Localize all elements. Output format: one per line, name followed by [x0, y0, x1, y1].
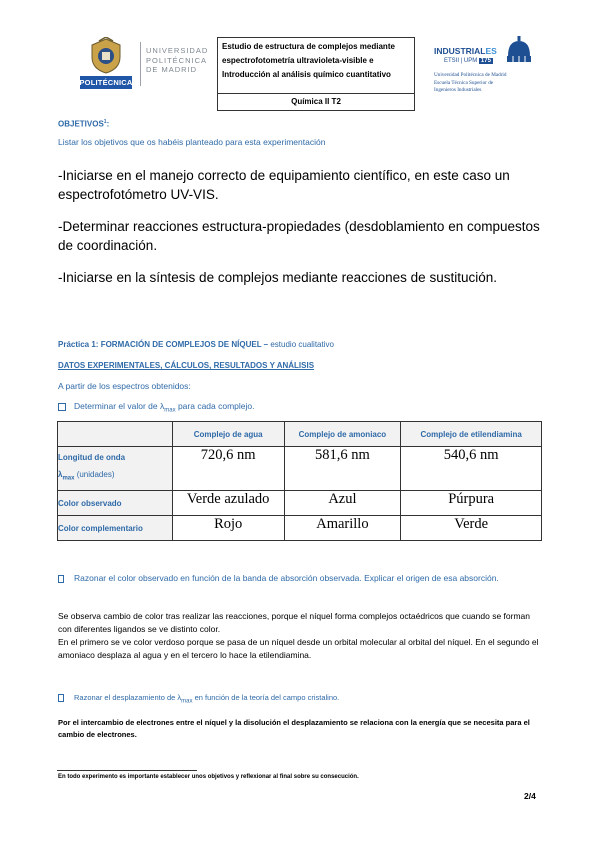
checkbox-icon	[58, 403, 66, 411]
crest-icon	[80, 36, 132, 76]
question-shift-b: en función de la teoría del campo cristalino.	[192, 693, 340, 702]
university-name	[146, 46, 208, 75]
table-cell: Verde azulado	[172, 491, 284, 516]
square-bullet-icon	[58, 694, 64, 702]
question-shift	[58, 693, 339, 705]
school-name-line: Universidad Politécnica de Madrid	[434, 72, 507, 78]
school-name-line: Escuela Técnica Superior de	[434, 79, 494, 86]
table-cell: 720,6 nm	[172, 447, 284, 491]
table-cell: Amarillo	[284, 516, 401, 541]
industriales-sub	[444, 58, 493, 64]
lambda-subscript: max	[164, 407, 176, 414]
table-header-row	[58, 422, 542, 447]
dome-icon	[506, 36, 532, 69]
title-line: Estudio de estructura de complejos mediante	[222, 42, 395, 51]
industriales-name-a: INDUSTRIAL	[434, 46, 486, 56]
practice-intro: A partir de los espectros obtenidos:	[58, 381, 191, 391]
industriales-name	[434, 46, 497, 56]
industriales-logo	[430, 38, 535, 98]
course-name: Química II T2	[217, 94, 415, 111]
lambda-question-a: Determinar el valor de	[74, 401, 160, 411]
school-name-line: Ingenieros Industriales	[434, 87, 482, 93]
objective-item: -Determinar reacciones estructura-propiedades (desdoblamiento en compuestos de coordinación.	[58, 219, 540, 253]
question-color-text: Razonar el color observado en función de la banda de absorción observada. Explicar el origen de esa absorción.	[74, 573, 499, 583]
row-label-wavelength-b: (unidades)	[74, 470, 115, 480]
table-cell: Púrpura	[401, 491, 542, 516]
question-shift-a: Razonar el desplazamiento de	[74, 693, 178, 702]
objectives-heading	[58, 119, 109, 129]
lambda-symbol: λ	[159, 401, 165, 411]
square-bullet-icon	[58, 575, 64, 583]
table-row	[58, 491, 542, 516]
logo-divider	[140, 42, 141, 86]
practice-title-bold: Práctica 1: FORMACIÓN DE COMPLEJOS DE NÍQUEL –	[58, 340, 269, 349]
page-number: 2/4	[524, 791, 536, 801]
answer-paragraph: Se observa cambio de color tras realizar las reacciones, porque el níquel forma complejos octaédricos que cuando se forman con diferentes ligandos se ve distinto color.	[58, 611, 530, 634]
table-cell: 540,6 nm	[401, 447, 542, 491]
footnote-ref: 1	[103, 119, 107, 125]
practice-title	[58, 340, 334, 349]
university-name-line: UNIVERSIDAD	[146, 46, 209, 55]
practice-subtitle: DATOS EXPERIMENTALES, CÁLCULOS, RESULTADOS Y ANÁLISIS	[58, 361, 315, 370]
column-header: Complejo de amoniaco	[284, 422, 401, 447]
answer-shift: Por el intercambio de electrones entre el níquel y la disolución el desplazamiento se relaciona con la energía que se necesita para el cambio de electrones.	[58, 718, 530, 739]
title-line: espectrofotometría ultravioleta-visible e	[222, 56, 374, 65]
row-label-lambda: λ	[58, 470, 63, 480]
row-label-wavelength-a: Longitud de onda	[58, 453, 126, 463]
brand-label: POLITÉCNICA	[79, 78, 133, 87]
title-line: Introducción al análisis químico cuantitativo	[222, 70, 391, 79]
question-color	[58, 572, 538, 584]
university-name-line: POLITÉCNICA	[146, 55, 208, 65]
results-table	[57, 421, 542, 541]
lambda-question-b: para cada complejo.	[175, 401, 255, 411]
lambda-symbol: λ	[177, 693, 182, 702]
table-row	[58, 447, 542, 491]
table-cell: Verde	[401, 516, 542, 541]
footnote-separator	[57, 770, 197, 771]
objectives-prompt: Listar los objetivos que os habéis planteado para esta experimentación	[58, 137, 326, 147]
column-header: Complejo de etilendiamina	[401, 422, 542, 447]
lambda-subscript: max	[181, 698, 193, 705]
document-title	[217, 37, 415, 94]
upm-logo	[80, 36, 220, 92]
objectives-label: OBJETIVOS	[58, 119, 104, 129]
university-name-line: DE MADRID	[146, 65, 198, 74]
answer-paragraph: En el primero se ve color verdoso porque se pasa de un níquel desde un orbital molecular al orbital del níquel. En el segundo el amoniaco desplaza al agua y en el tercero lo hace la etilendiamina.	[58, 637, 539, 660]
school-name	[434, 72, 506, 95]
objective-item: -Iniciarse en el manejo correcto de equipamiento científico, en este caso un espectrofotómetro UV-VIS.	[58, 168, 510, 202]
row-label-observed: Color observado	[58, 491, 173, 516]
industriales-name-b: ES	[485, 46, 497, 56]
table-row	[58, 516, 542, 541]
table-cell: Rojo	[172, 516, 284, 541]
objective-item: -Iniciarse en la síntesis de complejos mediante reacciones de sustitución.	[58, 270, 497, 285]
column-header: Complejo de agua	[172, 422, 284, 447]
table-corner	[58, 422, 173, 447]
industriales-sub-text: ETSII | UPM	[444, 58, 478, 64]
footnote: En todo experimento es importante establecer unos objetivos y reflexionar al final sobre su consecución.	[58, 774, 359, 780]
objectives-colon: :	[106, 119, 110, 129]
table-cell: 581,6 nm	[284, 447, 401, 491]
row-label-lambda-sub: max	[62, 475, 75, 482]
lambda-question	[58, 401, 255, 414]
industriales-year: 175	[480, 58, 491, 64]
row-label-wavelength	[58, 447, 173, 491]
answer-color	[58, 610, 543, 662]
row-label-complementary: Color complementario	[58, 516, 173, 541]
table-cell: Azul	[284, 491, 401, 516]
practice-title-rest: estudio cualitativo	[270, 340, 334, 349]
